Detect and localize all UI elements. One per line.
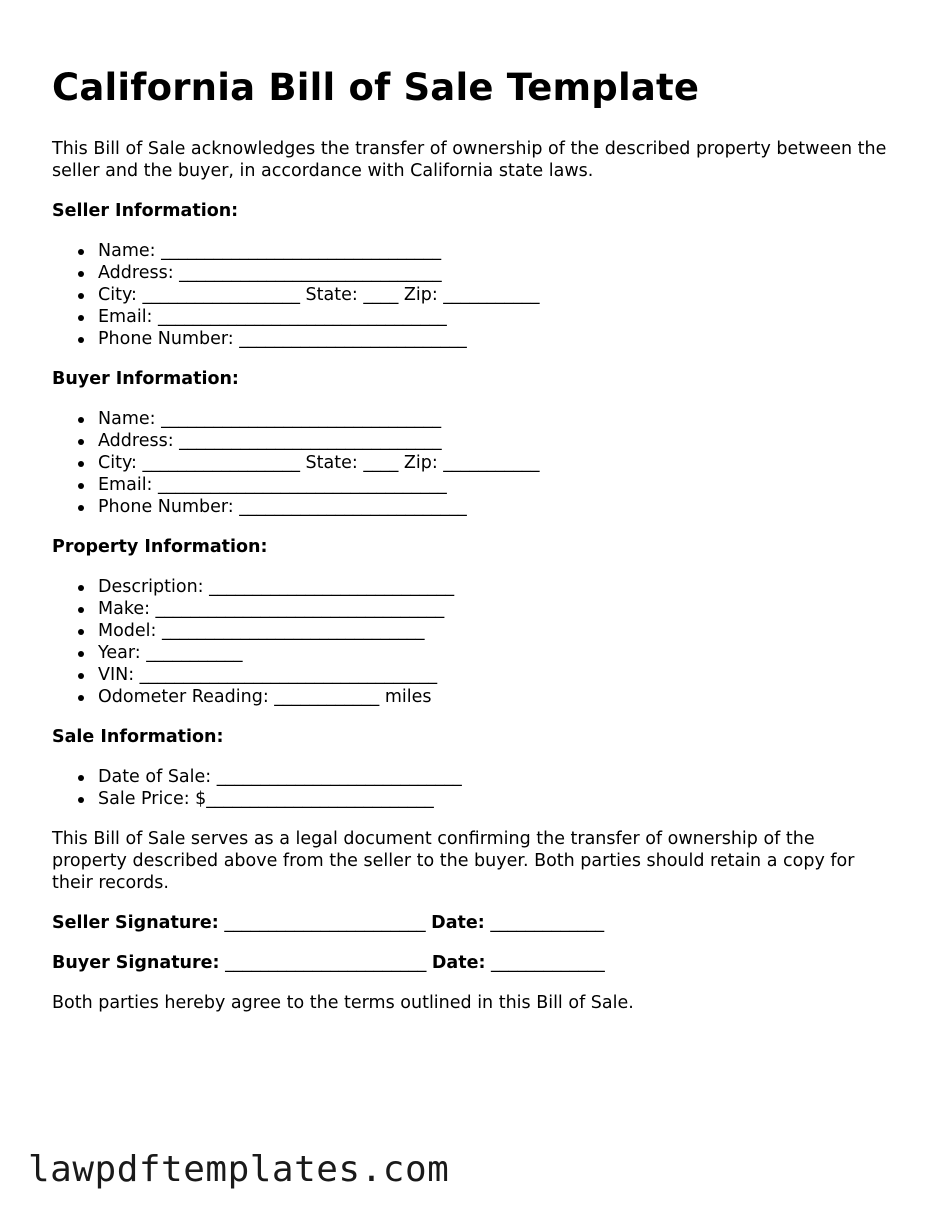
sale-price-field: Sale Price: $__________________________: [98, 788, 892, 810]
property-section-heading: Property Information:: [52, 537, 268, 557]
buyer-address-field: Address: ______________________________: [98, 430, 892, 452]
seller-signature-blank: _______________________: [218, 913, 432, 933]
buyer-name-field: Name: ________________________________: [98, 408, 892, 430]
buyer-signature-line: [52, 952, 892, 974]
seller-email-field: Email: _________________________________: [98, 306, 892, 328]
sale-field-list: [52, 766, 892, 810]
buyer-signature-label: Buyer Signature:: [52, 953, 220, 973]
seller-address-field: Address: ______________________________: [98, 262, 892, 284]
seller-phone-field: Phone Number: __________________________: [98, 328, 892, 350]
seller-signature-line: [52, 912, 892, 934]
buyer-section-heading: Buyer Information:: [52, 369, 239, 389]
seller-name-field: Name: ________________________________: [98, 240, 892, 262]
property-field-list: [52, 576, 892, 708]
sale-section-heading: Sale Information:: [52, 727, 224, 747]
seller-date-label: Date:: [431, 913, 485, 933]
buyer-field-list: [52, 408, 892, 518]
page-title: California Bill of Sale Template: [52, 66, 700, 109]
seller-date-blank: _____________: [484, 913, 605, 933]
property-model-field: Model: ______________________________: [98, 620, 892, 642]
buyer-date-blank: _____________: [485, 953, 605, 973]
property-odometer-field: Odometer Reading: ____________ miles: [98, 686, 892, 708]
sale-date-field: Date of Sale: ____________________________: [98, 766, 892, 788]
buyer-email-field: Email: _________________________________: [98, 474, 892, 496]
bill-of-sale-document: [52, 64, 892, 1032]
property-make-field: Make: _________________________________: [98, 598, 892, 620]
buyer-phone-field: Phone Number: __________________________: [98, 496, 892, 518]
property-description-field: Description: ____________________________: [98, 576, 892, 598]
seller-city-state-zip-field: City: __________________ State: ____ Zip: ___________: [98, 284, 892, 306]
property-vin-field: VIN: __________________________________: [98, 664, 892, 686]
site-watermark: lawpdftemplates.com: [28, 1149, 450, 1190]
buyer-signature-blank: _______________________: [219, 953, 432, 973]
buyer-date-label: Date:: [431, 953, 486, 973]
closing-paragraph: This Bill of Sale serves as a legal document confirming the transfer of ownership of the property described above from the seller to the buyer. Both parties should retain a copy for their records.: [52, 829, 855, 893]
buyer-city-state-zip-field: City: __________________ State: ____ Zip: ___________: [98, 452, 892, 474]
seller-signature-label: Seller Signature:: [52, 913, 219, 933]
property-year-field: Year: ___________: [98, 642, 892, 664]
intro-paragraph: This Bill of Sale acknowledges the transfer of ownership of the described property between the seller and the buyer, in accordance with California state laws.: [52, 139, 887, 181]
agreement-statement: Both parties hereby agree to the terms outlined in this Bill of Sale.: [52, 993, 634, 1013]
seller-section-heading: Seller Information:: [52, 201, 239, 221]
seller-field-list: [52, 240, 892, 350]
